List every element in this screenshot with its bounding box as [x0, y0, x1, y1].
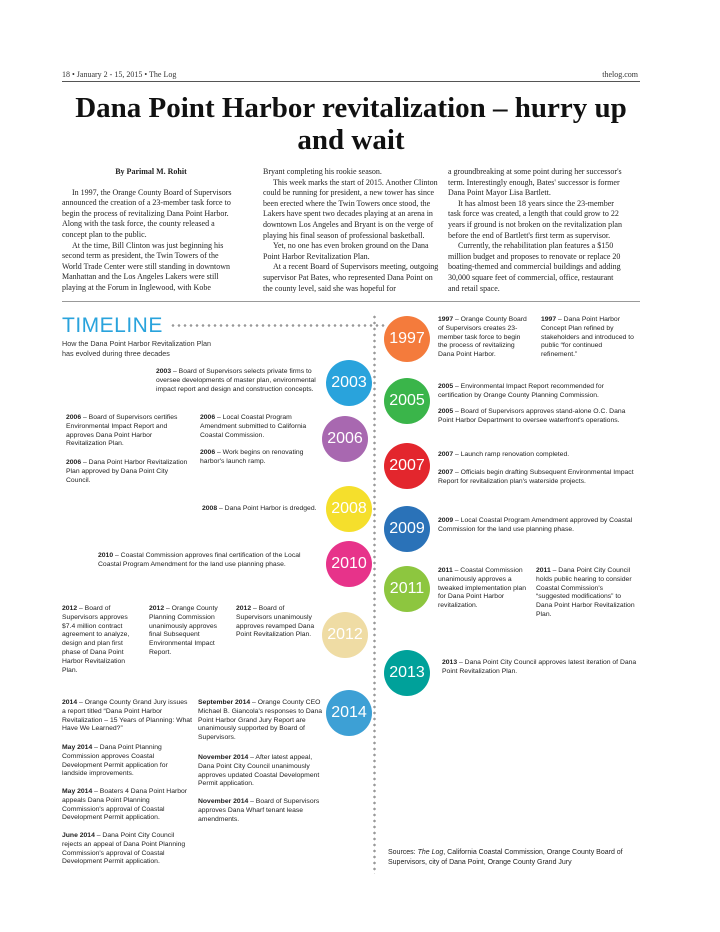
timeline-note: 2003 – Board of Supervisors selects private firms to oversee developments of master plan, environmental impact report and design and construction concepts.	[156, 368, 316, 393]
year-circle-2013: 2013	[384, 650, 430, 696]
timeline-note: September 2014 – Orange County CEO Michael B. Giancola's responses to Dana Point Harbor Grand Jury Report are unanimously supported by Board of Supervisors.	[198, 699, 323, 742]
year-circle-2012: 2012	[322, 612, 368, 658]
timeline-note: 1997 – Orange County Board of Supervisors creates 23-member task force to begin the process of revitalizing Dana Point Harbor.	[438, 316, 527, 359]
timeline-note: 2013 – Dana Point City Council approves latest iteration of Dana Point Revitalization Plan.	[442, 659, 637, 675]
timeline-note: 2012 – Board of Supervisors unanimously approves revamped Dana Point Revitalization Plan.	[236, 605, 315, 639]
timeline-note: 2005 – Board of Supervisors approves stand-alone O.C. Dana Point Harbor Department to oversee waterfront's operations.	[438, 408, 626, 424]
timeline-note: 2006 – Board of Supervisors certifies Environmental Impact Report and approves Dana Point Harbor Revitalization Plan.	[66, 414, 178, 448]
headline: Dana Point Harbor revitalization – hurry up and wait	[75, 92, 627, 156]
timeline-note: November 2014 – After latest appeal, Dana Point City Council unanimously approves updated Coastal Development Permit application.	[198, 754, 320, 788]
timeline-spine	[373, 314, 376, 874]
timeline-title: TIMELINE	[62, 314, 163, 337]
year-circle-2007: 2007	[384, 443, 430, 489]
timeline-note: 2011 – Dana Point City Council holds public hearing to consider Coastal Commission's “suggested modifications” to Dana Point Harbor Revitalization Plan.	[536, 567, 635, 618]
timeline-note: 2006 – Work begins on renovating harbor's launch ramp.	[200, 449, 304, 465]
timeline-note: 2012 – Board of Supervisors approves $7.4 million contract agreement to analyze, design and plan first phase of Dana Point Harbor Revitalization Plan.	[62, 605, 130, 674]
sources-note: Sources: The Log, California Coastal Commission, Orange County Board of Supervisors, city of Dana Point, Orange County Grand Jury	[388, 849, 623, 866]
timeline-subtitle: How the Dana Point Harbor Revitalization Plan has evolved during three decades	[62, 339, 212, 358]
byline: By Parimal M. Rohit	[115, 167, 187, 176]
year-circle-2003: 2003	[326, 360, 372, 406]
timeline-note: May 2014 – Dana Point Planning Commission approves Coastal Development Permit application for landside improvements.	[62, 744, 168, 778]
timeline-note: 2005 – Environmental Impact Report recommended for certification by Orange County Planning Commission.	[438, 383, 604, 399]
year-circle-2005: 2005	[384, 378, 430, 424]
timeline-note: June 2014 – Dana Point City Council rejects an appeal of Dana Point Planning Commission's approval of Coastal Development Permit application.	[62, 832, 186, 866]
year-circle-2009: 2009	[384, 506, 430, 552]
timeline-note: 2012 – Orange County Planning Commission unanimously approves final Subsequent Environmental Impact Report.	[149, 605, 218, 656]
section-divider	[62, 301, 640, 302]
article-paragraph: Yet, no one has even broken ground on the Dana Point Harbor Revitalization Plan.	[263, 241, 429, 261]
article-column-3	[448, 167, 626, 294]
year-circle-2014: 2014	[326, 690, 372, 736]
year-circle-2011: 2011	[384, 566, 430, 612]
article-column-2	[263, 167, 441, 294]
timeline-note: 1997 – Dana Point Harbor Concept Plan refined by stakeholders and introduced to public “for continued refinement.”	[541, 316, 634, 359]
timeline-note: 2009 – Local Coastal Program Amendment approved by Coastal Commission for the land use planning phase.	[438, 517, 633, 533]
timeline-note: 2014 – Orange County Grand Jury issues a report titled “Dana Point Harbor Revitalization – 15 Years of Planning: What Have We Learned?”	[62, 699, 192, 733]
timeline-note: 2006 – Local Coastal Program Amendment submitted to California Coastal Commission.	[200, 414, 307, 439]
year-circle-2006: 2006	[322, 416, 368, 462]
timeline-note: 2006 – Dana Point Harbor Revitalization Plan approved by Dana Point City Council.	[66, 459, 188, 484]
year-circle-2010: 2010	[326, 541, 372, 587]
timeline-note: 2010 – Coastal Commission approves final certification of the Local Coastal Program Amendment for the land use planning phase.	[98, 552, 301, 568]
timeline-note: 2007 – Officials begin drafting Subsequent Environmental Impact Report for revitalization plan's waterside projects.	[438, 469, 634, 485]
article-paragraph: Currently, the rehabilitation plan features a $150 million budget and proposes to renovate or replace 20 boating-themed and commercial buildings and adding 30,000 square feet of commercial, office, restaurant and retail space.	[448, 241, 621, 293]
timeline-dotted-rule	[170, 324, 385, 327]
page-header-site[interactable]: thelog.com	[602, 70, 638, 79]
article-paragraph: It has almost been 18 years since the 23-member task force was created, a length that could grow to 22 years if ground is not broken on the revitalization plan before the end of Bartlett's first term as supervisor.	[448, 198, 622, 240]
article-paragraph: Bryant completing his rookie season.	[263, 167, 382, 176]
timeline-note: 2011 – Coastal Commission unanimously approves a tweaked implementation plan for Dana Point Harbor revitalization.	[438, 567, 527, 610]
article-column-1	[62, 167, 240, 294]
article-paragraph: At a recent Board of Supervisors meeting, outgoing supervisor Pat Bates, who represented Dana Point on the county level, said she was hopeful for	[263, 262, 439, 293]
article-paragraph: This week marks the start of 2015. Another Clinton could be running for president, a new tower has since been erected where the Twin Towers once stood, the Lakers have spent two decades playing at an arena in downtown Los Angeles and Bryant is on the verge of playing his final season of professional basketball.	[263, 177, 438, 240]
timeline-note: November 2014 – Board of Supervisors approves Dana Wharf tenant lease amendments.	[198, 798, 320, 823]
timeline-note: 2008 – Dana Point Harbor is dredged.	[202, 505, 317, 512]
timeline-note: 2007 – Launch ramp renovation completed.	[438, 451, 570, 458]
year-circle-1997: 1997	[384, 316, 430, 362]
article-paragraph: In 1997, the Orange County Board of Supervisors announced the creation of a 23-member task force to begin the process of revitalizing Dana Point Harbor. Along with the task force, the county released a concept plan to the public.	[62, 187, 232, 239]
header-rule	[62, 81, 640, 82]
page-header-left: 18 • January 2 - 15, 2015 • The Log	[62, 70, 177, 79]
article-paragraph: At the time, Bill Clinton was just beginning his second term as president, the Twin Towers of the World Trade Center were still standing in downtown Manhattan and the Los Angeles Lakers were still playing at the Forum in Inglewood, with Kobe	[62, 240, 231, 292]
timeline-note: May 2014 – Boaters 4 Dana Point Harbor appeals Dana Point Planning Commission's approval of Coastal Development Permit application.	[62, 788, 188, 822]
year-circle-2008: 2008	[326, 486, 372, 532]
article-paragraph: a groundbreaking at some point during her successor's term. Interestingly enough, Bates' successor is former Dana Point Mayor Lisa Bartlett.	[448, 167, 622, 198]
